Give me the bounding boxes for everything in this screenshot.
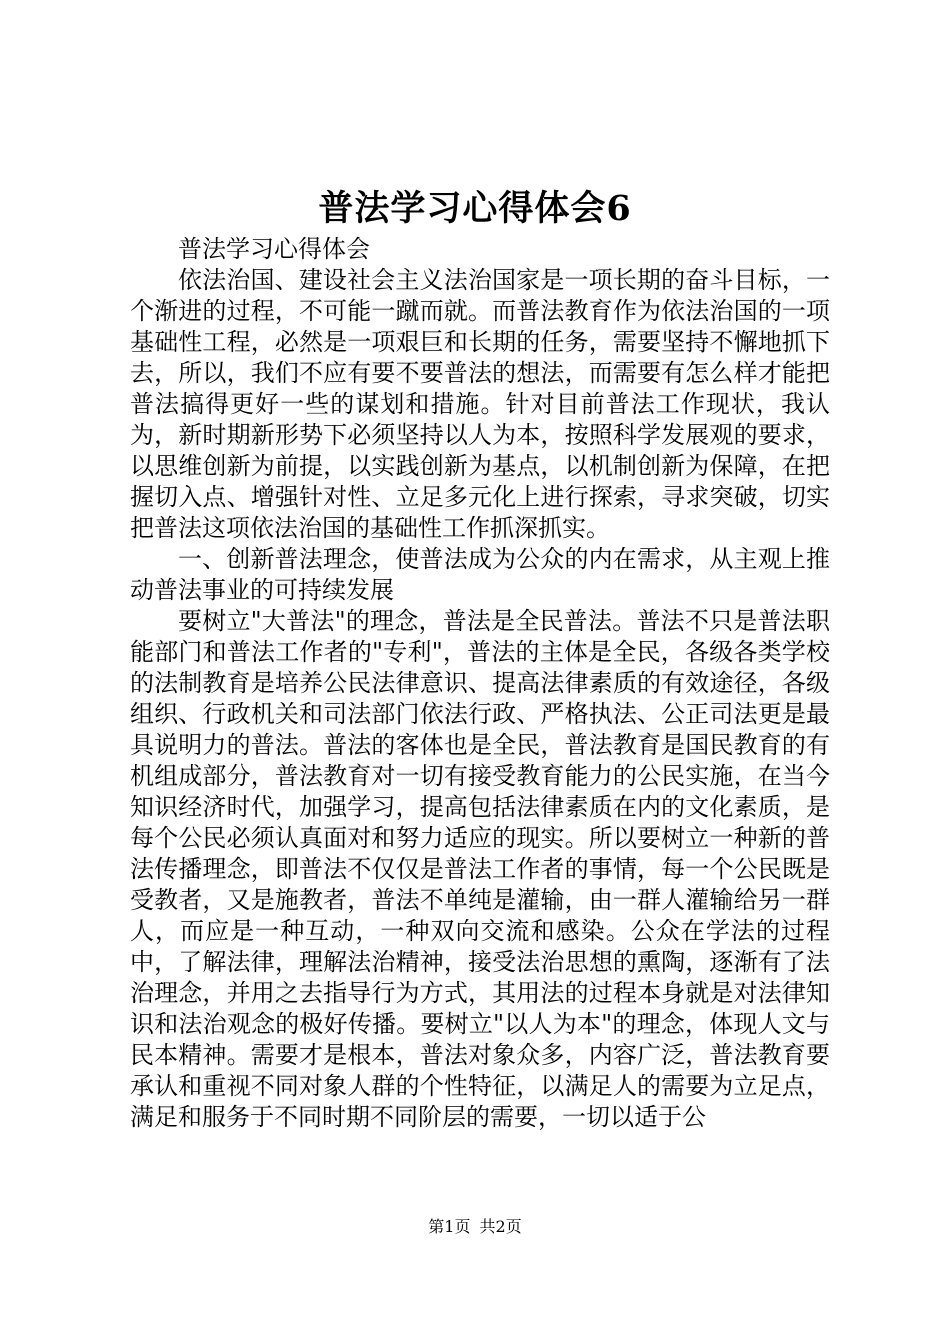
paragraph-section-body: 要树立"大普法"的理念，普法是全民普法。普法不只是普法职能部门和普法工作者的"专利"，普法的主体是全民，各级各类学校的法制教育是培养公民法律意识、提高法律素质的有效途径，各级组织、行政机关和司法部门依法行政、严格执法、公正司法更是最具说明力的普法。普法的客体也是全民，普法教育是国民教育的有机组成部分，普法教育对一切有接受教育能力的公民实施，在当今知识经济时代，加强学习，提高包括法律素质在内的文化素质，是每个公民必须认真面对和努力适应的现实。所以要树立一种新的普法传播理念，即普法不仅仅是普法工作者的事情，每一个公民既是受教者，又是施教者，普法不单纯是灌输，由一群人灌输给另一群人，而应是一种互动，一种双向交流和感染。公众在学法的过程中，了解法律，理解法治精神，接受法治思想的熏陶，逐渐有了法治理念，并用之去指导行为方式，其用法的过程本身就是对法律知识和法治观念的极好传播。要树立"以人为本"的理念，体现人文与民本精神。需要才是根本，普法对象众多，内容广泛，普法教育要承认和重视不同对象人群的个性特征，以满足人的需要为立足点，满足和服务于不同时期不同阶层的需要，一切以适于公 (130, 607, 830, 1131)
page-footer (0, 1217, 950, 1237)
document-body (130, 234, 830, 1133)
page-number: 第1页 (428, 1217, 471, 1236)
page-total: 共2页 (479, 1217, 522, 1236)
paragraph-intro: 依法治国、建设社会主义法治国家是一项长期的奋斗目标，一个渐进的过程，不可能一蹴而就。而普法教育作为依法治国的一项基础性工程，必然是一项艰巨和长期的任务，需要坚持不懈地抓下去，所以，我们不应有要不要普法的想法，而需要有怎么样才能把普法搞得更好一些的谋划和措施。针对目前普法工作现状，我认为，新时期新形势下必须坚持以人为本，按照科学发展观的要求，以思维创新为前提，以实践创新为基点，以机制创新为保障，在把握切入点、增强针对性、立足多元化上进行探索，寻求突破，切实把普法这项依法治国的基础性工作抓深抓实。 (130, 266, 830, 542)
paragraph-subtitle: 普法学习心得体会 (178, 235, 370, 263)
paragraph-section-heading: 一、创新普法理念，使普法成为公众的内在需求，从主观上推动普法事业的可持续发展 (130, 545, 830, 604)
page-title: 普法学习心得体会6 (318, 188, 632, 229)
